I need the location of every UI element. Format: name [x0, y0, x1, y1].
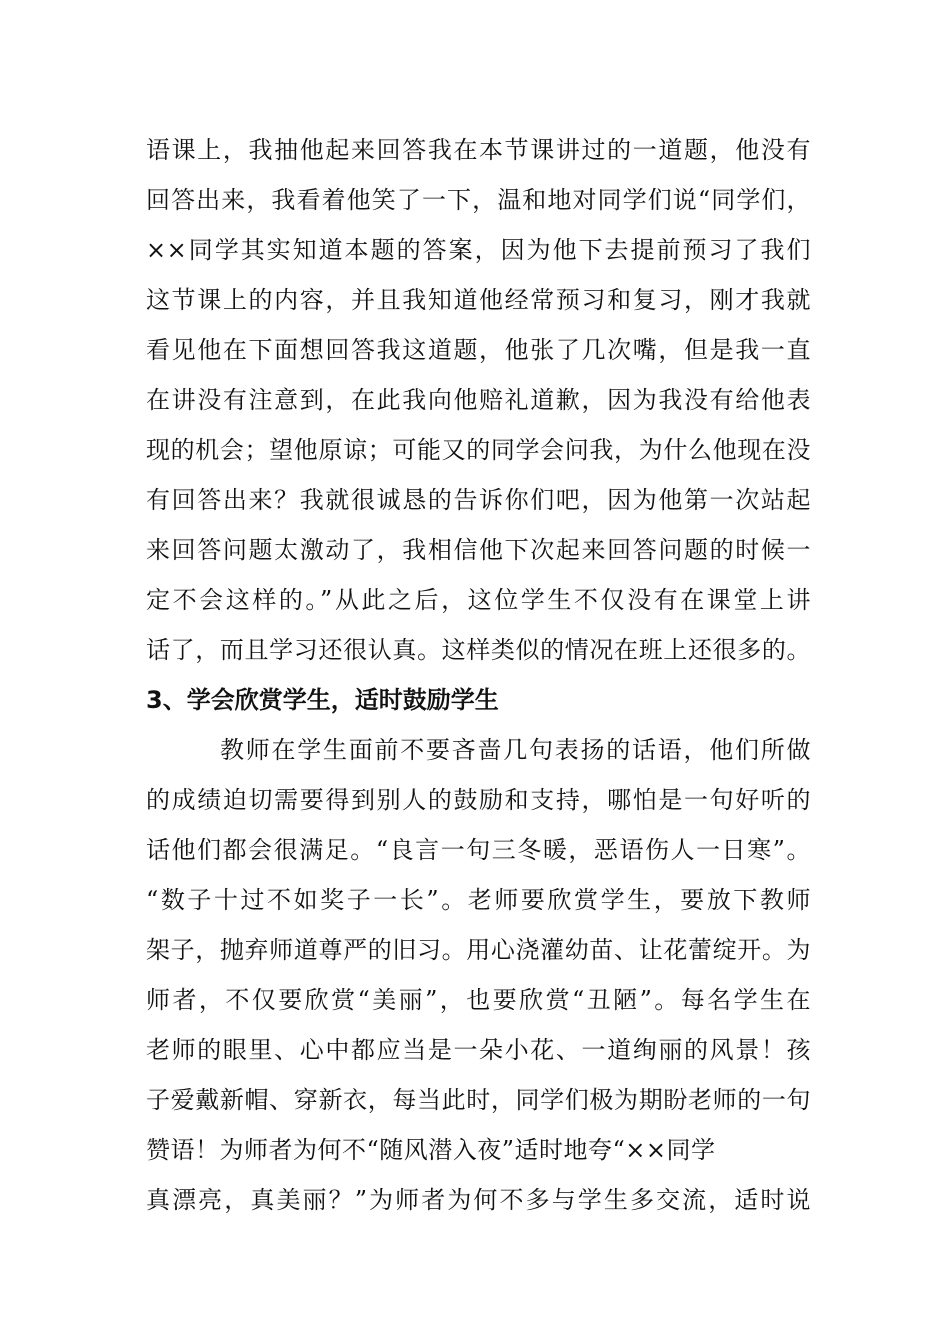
- paragraph-line: 话他们都会很满足。“良言一句三冬暖，恶语伤人一日寒”。: [146, 836, 811, 864]
- paragraph-line: 教师在学生面前不要吝啬几句表扬的话语，他们所做: [220, 736, 811, 764]
- paragraph-line: 来回答问题太激动了，我相信他下次起来回答问题的时候一: [146, 536, 811, 564]
- paragraph-line: 老师的眼里、心中都应当是一朵小花、一道绚丽的风景！孩: [146, 1036, 811, 1064]
- paragraph-line: 在讲没有注意到，在此我向他赔礼道歉，因为我没有给他表: [146, 386, 811, 414]
- paragraph-line: 现的机会；望他原谅；可能又的同学会问我，为什么他现在没: [146, 436, 811, 464]
- paragraph-line: 话了，而且学习还很认真。这样类似的情况在班上还很多的。: [146, 636, 811, 664]
- paragraph-line: 语课上，我抽他起来回答我在本节课讲过的一道题，他没有: [146, 136, 811, 164]
- paragraph-line: 的成绩迫切需要得到别人的鼓励和支持，哪怕是一句好听的: [146, 786, 811, 814]
- paragraph-line: “数子十过不如奖子一长”。老师要欣赏学生，要放下教师: [146, 886, 811, 914]
- paragraph-line: 这节课上的内容，并且我知道他经常预习和复习，刚才我就: [146, 286, 811, 314]
- paragraph-line: 赞语！为师者为何不“随风潜入夜”适时地夸“××同学: [146, 1136, 716, 1164]
- paragraph-line: 有回答出来？我就很诚恳的告诉你们吧，因为他第一次站起: [146, 486, 811, 514]
- paragraph-line: 架子，抛弃师道尊严的旧习。用心浇灌幼苗、让花蕾绽开。为: [146, 936, 811, 964]
- paragraph-line: ××同学其实知道本题的答案，因为他下去提前预习了我们: [146, 236, 811, 264]
- paragraph-line: 真漂亮，真美丽？”为师者为何不多与学生多交流，适时说: [146, 1186, 811, 1214]
- paragraph-line: 定不会这样的。”从此之后，这位学生不仅没有在课堂上讲: [146, 586, 811, 614]
- paragraph-line: 师者，不仅要欣赏“美丽”，也要欣赏“丑陋”。每名学生在: [146, 986, 811, 1014]
- paragraph-line: 回答出来，我看着他笑了一下，温和地对同学们说“同学们，: [146, 186, 811, 214]
- paragraph-line: 看见他在下面想回答我这道题，他张了几次嘴，但是我一直: [146, 336, 811, 364]
- section-heading: 3、学会欣赏学生，适时鼓励学生: [146, 686, 499, 714]
- paragraph-line: 子爱戴新帽、穿新衣，每当此时，同学们极为期盼老师的一句: [146, 1086, 811, 1114]
